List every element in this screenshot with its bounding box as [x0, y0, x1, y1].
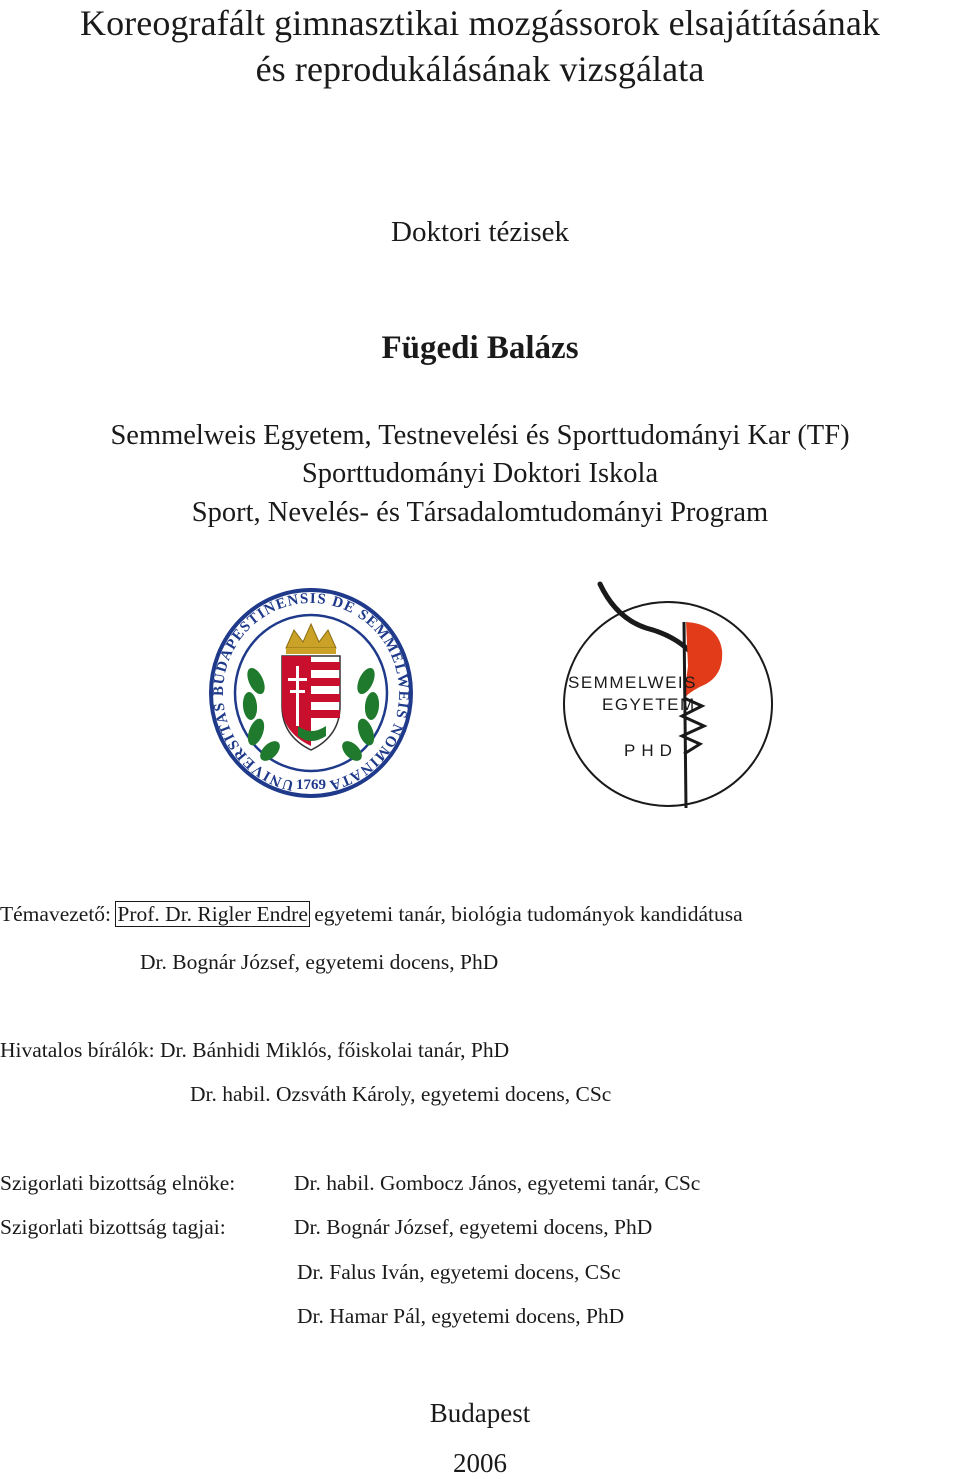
reviewers-label: Hivatalos bírálók: — [0, 1038, 155, 1062]
university-seal-logo — [208, 586, 414, 800]
committee-member: Dr. Hamar Pál, egyetemi docens, PhD — [297, 1304, 625, 1328]
semmelweis-phd-logo — [556, 578, 778, 814]
reviewer-item: Dr. Bánhidi Miklós, főiskolai tanár, PhD — [160, 1038, 510, 1062]
supervisor-title: egyetemi tanár, biológia tudományok kandidátusa — [314, 902, 743, 926]
year: 2006 — [453, 1448, 507, 1478]
document-type: Doktori tézisek — [391, 216, 569, 248]
logo-text-phd: PHD — [624, 741, 678, 760]
committee-members-label: Szigorlati bizottság tagjai: — [0, 1215, 226, 1239]
supervisor-name: Prof. Dr. Rigler Endre — [117, 902, 308, 926]
institution-line-3: Sport, Nevelés- és Társadalomtudományi Program — [191, 497, 769, 528]
supervisor-row — [0, 902, 743, 927]
reviewers-row — [0, 1038, 509, 1063]
committee-chair: Dr. habil. Gombocz János, egyetemi tanár, CSc — [294, 1171, 701, 1195]
place: Budapest — [429, 1398, 531, 1428]
supervisor-label: Témavezető: — [0, 902, 112, 926]
seal-year: 1769 — [296, 777, 326, 793]
reviewer-item: Dr. habil. Ozsváth Károly, egyetemi docens, CSc — [190, 1082, 612, 1106]
seal-ring-text: UNIVERSITAS BUDAPESTINENSIS DE SEMMELWEIS NOMINATA — [210, 590, 412, 794]
supervisor-second: Dr. Bognár József, egyetemi docens, PhD — [140, 950, 499, 974]
institution-line-1: Semmelweis Egyetem, Testnevelési és Sporttudományi Kar (TF) — [110, 420, 850, 451]
thesis-title-line-1: Koreografált gimnasztikai mozgássorok elsajátításának — [79, 3, 881, 43]
institution-line-2: Sporttudományi Doktori Iskola — [301, 458, 659, 489]
committee-member: Dr. Bognár József, egyetemi docens, PhD — [294, 1215, 653, 1239]
logo-text-semmelweis: SEMMELWEIS — [568, 673, 697, 692]
committee-member: Dr. Falus Iván, egyetemi docens, CSc — [297, 1260, 621, 1284]
committee-chair-label: Szigorlati bizottság elnöke: — [0, 1171, 236, 1195]
logo-text-egyetem: EGYETEM — [602, 695, 696, 714]
thesis-title-line-2: és reprodukálásának vizsgálata — [255, 49, 705, 89]
author-name: Fügedi Balázs — [381, 330, 579, 366]
